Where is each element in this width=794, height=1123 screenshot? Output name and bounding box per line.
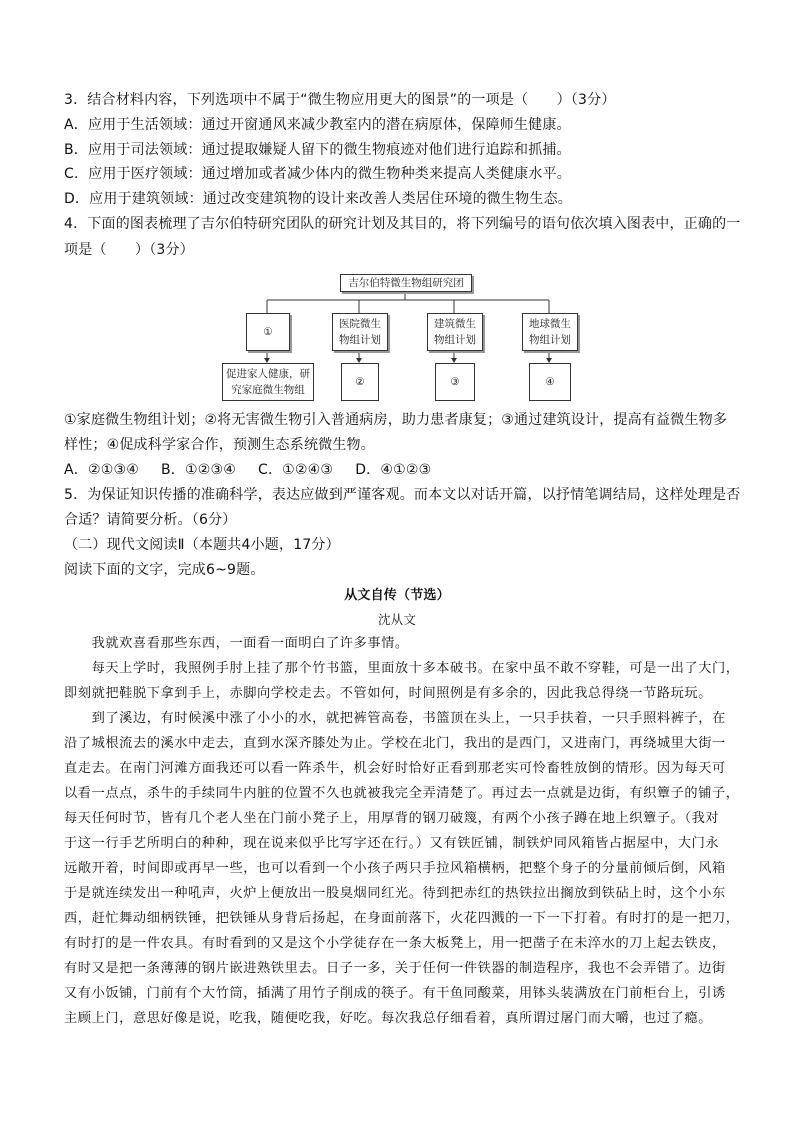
section-heading: （二）现代文阅读Ⅱ（本题共4小题，17分） — [64, 537, 340, 553]
q3-option-b: B．应用于司法领域：通过提取嫌疑人留下的微生物痕迹对他们进行追踪和抓捕。 — [64, 142, 571, 158]
passage-line: 有时打的是一件农具。有时看到的又是这个小学徒存在一条大板凳上，用一把凿子在未淬水的刀上起去铁皮， — [64, 936, 726, 951]
passage-author: 沈从文 — [377, 612, 417, 627]
passage-line: 西，赶忙舞动细柄铁锤，把铁锤从身背后扬起，在身面前落下，火花四溅的一下一下打着。有时打的是一把刀， — [64, 911, 740, 926]
passage-line: 有时又是把一条薄薄的钢片嵌进熟铁里去。日子一多，关于任何一件铁器的制造程序，我也不会弄错了。边街 — [64, 961, 726, 976]
passage-line: 主顾上门，意思好像是说，吃我，随便吃我，好吃。每次我总仔细看着，真所谓过屠门而大嚼，也过了瘾。 — [64, 1011, 713, 1026]
q5-line2: 合适？请简要分析。（6分） — [64, 512, 237, 528]
diagram-plan-3: 建筑微生 物组计划 — [427, 313, 483, 351]
q4-statements-line2: 样性；④促成科学家合作，预测生态系统微生物。 — [64, 437, 375, 453]
passage-line: 即刻就把鞋脱下拿到手上，赤脚向学校走去。不管如何，时间照例是有多余的，因此我总得绕一节路玩玩。 — [64, 686, 713, 701]
passage-line: 到了溪边，有时候溪中涨了小小的水，就把裤管高卷，书篮顶在头上，一只手扶着，一只手照料裤子，在 — [64, 711, 726, 726]
q3-option-c: C．应用于医疗领域：通过增加或者减少体内的微生物种类来提高人类健康水平。 — [64, 166, 571, 182]
passage-line: 远敞开着，时间即或再早一些，也可以看到一个小孩子两只手拉风箱横柄，把整个身子的分量前倾后倒，风箱 — [64, 861, 726, 876]
q4-option-b: B．①②③④ — [160, 462, 236, 478]
diagram-goal-2: ② — [341, 363, 379, 401]
q4-statements-line1: ①家庭微生物组计划；②将无害微生物引入普通病房，助力患者康复；③通过建筑设计，提高有益微生物多 — [64, 412, 728, 428]
q3-option-d: D．应用于建筑领域：通过改变建筑物的设计来改善人类居住环境的微生物生态。 — [64, 191, 572, 207]
q4-option-d: D．④①②③ — [355, 462, 432, 478]
q4-stem-line2: 项是（ ）（3分） — [64, 242, 194, 258]
diagram-goal-4: ④ — [529, 363, 571, 401]
q4-stem-line1: 4．下面的图表梳理了吉尔伯特研究团队的研究计划及其目的，将下列编号的语句依次填入图表中，正确的一 — [64, 216, 741, 232]
passage-line: 每天任何时节，皆有几个老人坐在门前小凳子上，用厚背的钢刀破篾，有两个小孩子蹲在地上织簟子。（我对 — [64, 811, 720, 826]
passage-line: 我就欢喜看那些东西，一面看一面明白了许多事情。 — [64, 636, 409, 651]
diagram-goal-3: ③ — [435, 363, 475, 401]
diagram-connectors — [0, 0, 794, 420]
passage-line: 沿了城根流去的溪水中走去，直到水深齐膝处为止。学校在北门，我出的是西门，又进南门，再绕城里大街一 — [64, 736, 726, 751]
diagram-root: 吉尔伯特微生物组研究团 — [340, 274, 472, 292]
q3-option-a: A．应用于生活领域：通过开窗通风来减少教室内的潜在病原体，保障师生健康。 — [64, 117, 571, 133]
diagram-goal-1: 促进家人健康，研 究家庭微生物组 — [222, 363, 314, 401]
passage-line: 于这一行手艺所明白的种种，现在说来似乎比写字还在行。）又有铁匠铺，制铁炉同风箱皆占据屋中，大门永 — [64, 836, 720, 851]
passage-line: 于是就连续发出一种吼声，火炉上便放出一股臭烟同红光。待到把赤红的热铁拉出搁放到铁砧上时，这个小东 — [64, 886, 726, 901]
passage-line: 以看一点点，杀牛的手续同牛内脏的位置不久也就被我完全弄清楚了。再过去一点就是边街，有织簟子的铺子， — [64, 786, 740, 801]
passage-line: 每天上学时，我照例手肘上挂了那个竹书篮，里面放十多本破书。在家中虽不敢不穿鞋，可是一出了大门， — [64, 661, 740, 676]
diagram-plan-1: ① — [246, 313, 290, 351]
q4-option-a: A．②①③④ — [64, 462, 139, 478]
q4-options — [64, 460, 734, 480]
q5-line1: 5．为保证知识传播的准确科学，表达应做到严谨客观。而本文以对话开篇，以抒情笔调结局，这样处理是否 — [64, 487, 741, 503]
section-instruction: 阅读下面的文字，完成6~9题。 — [64, 562, 265, 578]
passage-line: 又有小饭铺，门前有个大竹筒，插满了用竹子削成的筷子。有干鱼同酸菜，用钵头装满放在门前柜台上，引诱 — [64, 986, 726, 1001]
diagram-plan-2: 医院微生 物组计划 — [332, 313, 388, 351]
q3-stem: 3．结合材料内容，下列选项中不属于“微生物应用更大的图景”的一项是（ ）（3分） — [64, 92, 616, 108]
q4-option-c: C．①②④③ — [258, 462, 334, 478]
passage-line: 直走去。在南门河滩方面我还可以看一阵杀牛，机会好时恰好正看到那老实可怜畜牲放倒的情形。因为每天可 — [64, 761, 726, 776]
diagram-plan-4: 地球微生 物组计划 — [522, 313, 578, 351]
passage-title: 从文自传（节选） — [344, 588, 450, 603]
